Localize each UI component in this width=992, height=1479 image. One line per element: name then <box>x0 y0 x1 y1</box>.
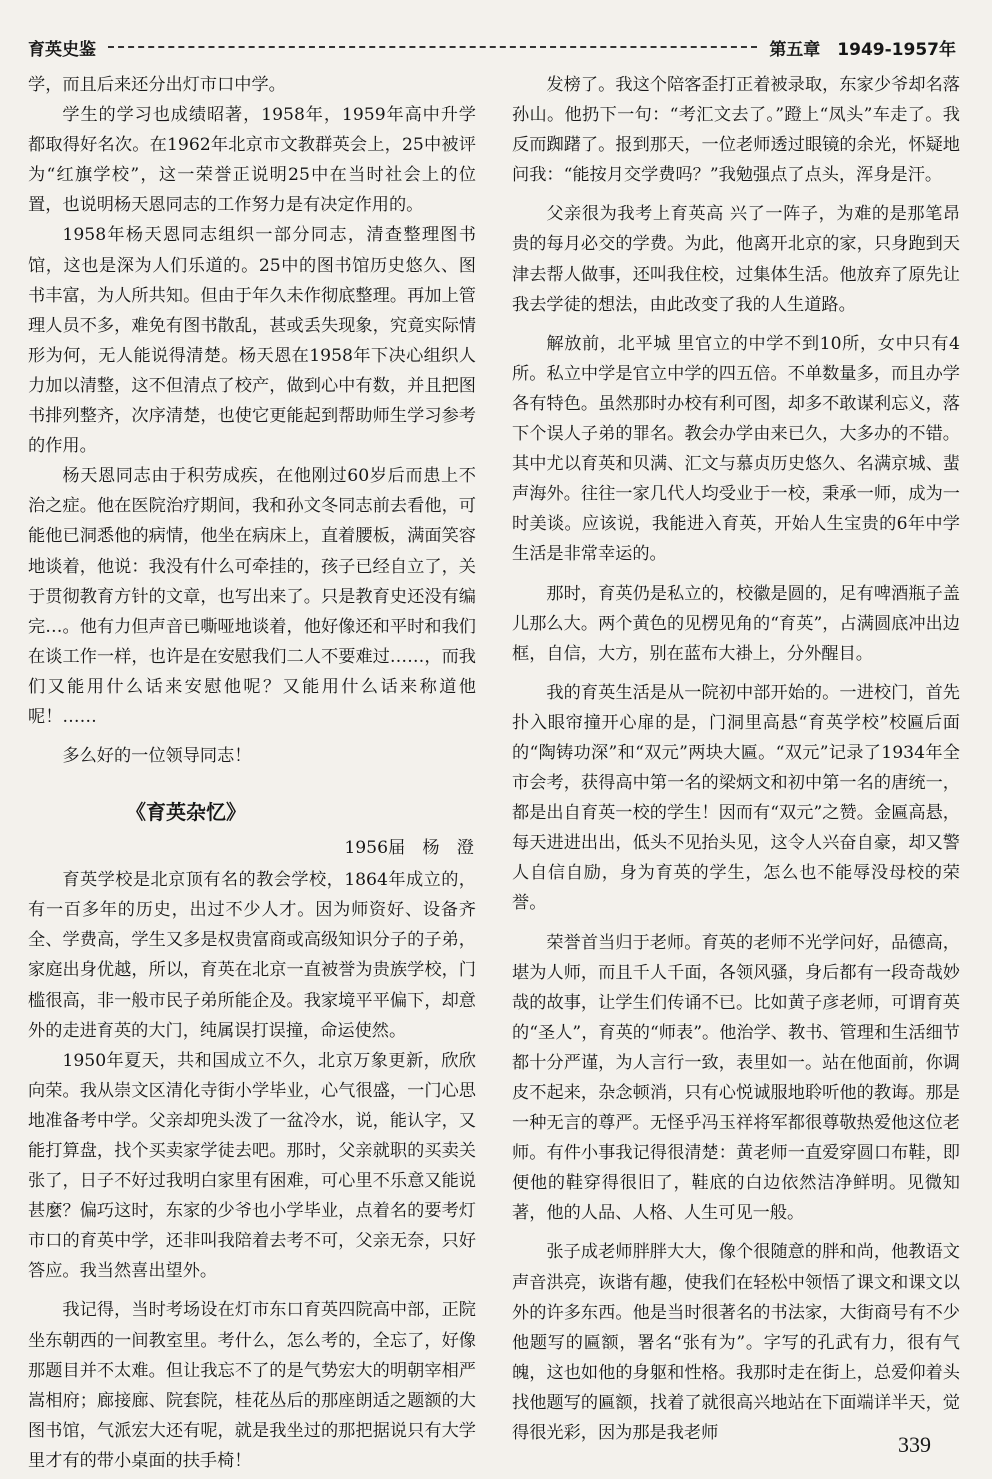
paragraph: 1950年夏天，共和国成立不久，北京万象更新，欣欣向荣。我从崇文区清化寺街小学毕业，心气很盛，一门心思地准备考中学。父亲却兜头泼了一盆冷水，说，能认字，又能打算盘，找个买卖家学徒去吧。那时，父亲就职的买卖关张了，日子不好过我明白家里有困难，可心里不乐意又能说甚麼？偏巧这时，东家的少爷也小学毕业，点着名的要考灯市口的育英中学，还非叫我陪着去考不可，父亲无奈，只好答应。我当然喜出望外。 <box>28 1050 476 1282</box>
right-column <box>512 70 960 1448</box>
paragraph: 我记得，当时考场设在灯市东口育英四院高中部，正院坐东朝西的一间教室里。考什么，怎么考的，全忘了，好像那题目并不太难。但让我忘不了的是气势宏大的明朝宰相严嵩相府；廊接廊、院套院，桂花丛后的那座朗适之题额的大图书馆，气派宏大还有呢，就是我坐过的那把据说只有大学里才有的带小桌面的扶手椅！ <box>28 1300 476 1471</box>
chapter-label: 第五章 1949-1957年 <box>769 39 956 60</box>
paragraph: 荣誉首当归于老师。育英的老师不光学问好，品德高，堪为人师，而且千人千面，各领风骚，身后都有一段奇哉妙哉的故事，让学生们传诵不已。比如黄子彦老师，可谓育英的“圣人”，育英的“师表”。他治学、教书、管理和生活细节都十分严谨，为人言行一致，表里如一。站在他面前，你调皮不起来，杂念顿消，只有心悦诚服地聆听他的教诲。那是一种无言的尊严。无怪乎冯玉祥将军都很尊敬热爱他这位老师。有件小事我记得很清楚：黄老师一直爱穿圆口布鞋，即便他的鞋穿得很旧了，鞋底的白边依然洁净鲜明。见微知著，他的人品、人格、人生可见一般。 <box>512 932 960 1224</box>
paragraph: 父亲很为我考上育英高 兴了一阵子，为难的是那笔昂贵的每月必交的学费。为此，他离开北京的家，只身跑到天津去帮人做事，还叫我住校，过集体生活。他放弃了原先让我去学徒的想法，由此改变了我的人生道路。 <box>512 204 960 315</box>
page-number: 339 <box>898 1432 931 1457</box>
paragraph: 我的育英生活是从一院初中部开始的。一进校门，首先扑入眼帘撞开心扉的是，门洞里高悬“育英学校”校匾后面的“陶铸功深”和“双元”两块大匾。“双元”记录了1934年全市会考，获得高中第一名的梁炳文和初中第一名的唐统一，都是出自育英一校的学生！因而有“双元”之赞。金匾高悬，每天进进出出，低头不见抬头见，这令人兴奋自豪，却又警人自信自励，身为育英的学生，怎么也不能辱没母校的荣誉。 <box>512 682 960 914</box>
paragraph: 育英学校是北京顶有名的教会学校，1864年成立的，有一百多年的历史，出过不少人才。因为师资好、设备齐全、学费高，学生又多是权贵富商或高级知识分子的子弟，家庭出身优越，所以，育英在北京一直被誉为贵族学校，门槛很高，非一般市民子弟所能企及。我家境平平偏下，却意外的走进育英的大门，纯属误打误撞，命运使然。 <box>28 870 476 1041</box>
left-column <box>28 70 476 1476</box>
header-dashed-rule <box>108 46 757 48</box>
book-title: 育英史鉴 <box>28 39 96 60</box>
paragraph: 张子成老师胖胖大大，像个很随意的胖和尚，他教语文声音洪亮，诙谐有趣，使我们在轻松中领悟了课文和课文以外的许多东西。他是当时很著名的书法家，大街商号有不少他题写的匾额，署名“张有为”。字写的孔武有力，很有气魄，这也如他的身躯和性格。我那时走在街上，总爱仰着头找他题写的匾额，找着了就很高兴地站在下面端详半天，觉得很光彩，因为那是我老师 <box>512 1242 960 1444</box>
running-header <box>28 34 956 60</box>
paragraph: 发榜了。我这个陪客歪打正着被录取，东家少爷却名落孙山。他扔下一句：“考汇文去了。”蹬上“凤头”车走了。我反而踟躇了。报到那天，一位老师透过眼镜的余光，怀疑地问我：“能按月交学费吗？”我勉强点了点头，浑身是汗。 <box>512 75 960 186</box>
paragraph: 学，而且后来还分出灯市口中学。 <box>28 75 286 95</box>
article-title: 《育英杂忆》 <box>126 800 246 825</box>
article-byline: 1956届 杨 澄 <box>344 838 474 859</box>
paragraph: 杨天恩同志由于积劳成疾，在他刚过60岁后而患上不治之症。他在医院治疗期间，我和孙文冬同志前去看他，可能他已洞悉他的病情，他坐在病床上，直着腰板，满面笑容地谈着，他说：我没有什么可牵挂的，孩子已经自立了，关于贯彻教育方针的文章，也写出来了。只是教育史还没有编完…。他有力但声音已嘶哑地谈着，他好像还和平时和我们在谈工作一样，也许是在安慰我们二人不要难过……，而我们又能用什么话来安慰他呢？又能用什么话来称道他呢！…… <box>28 466 476 727</box>
paragraph: 解放前，北平城 里官立的中学不到10所，女中只有4所。私立中学是官立中学的四五倍。不单数量多，而且办学各有特色。虽然那时办校有利可图，却多不敢谋利忘义，落下个误人子弟的罪名。教会办学由来已久，大多办的不错。其中尤以育英和贝满、汇文与慕贞历史悠久、名满京城、蜚声海外。往往一家几代人均受业于一校，秉承一师，成为一时美谈。应该说，我能进入育英，开始人生宝贵的6年中学生活是非常幸运的。 <box>512 333 960 565</box>
paragraph: 1958年杨天恩同志组织一部分同志，清查整理图书馆，这也是深为人们乐道的。25中的图书馆历史悠久、图书丰富，为人所共知。但由于年久未作彻底整理。再加上管理人员不多，难免有图书散乱，甚或丢失现象，究竟实际情形为何，无人能说得清楚。杨天恩在1958年下决心组织人力加以清整，这不但清点了校产，做到心中有数，并且把图书排列整齐，次序清楚，也使它更能起到帮助师生学习参考的作用。 <box>28 225 476 457</box>
paragraph: 那时，育英仍是私立的，校徽是圆的，足有啤酒瓶子盖儿那么大。两个黄色的见楞见角的“育英”，占满圆底冲出边框，自信，大方，别在蓝布大褂上，分外醒目。 <box>512 583 960 664</box>
paragraph: 学生的学习也成绩昭著，1958年，1959年高中升学都取得好名次。在1962年北京市文教群英会上，25中被评为“红旗学校”，这一荣誉正说明25中在当时社会上的位置，也说明杨天恩同志的工作努力是有决定作用的。 <box>28 105 476 216</box>
paragraph: 多么好的一位领导同志！ <box>62 746 252 767</box>
